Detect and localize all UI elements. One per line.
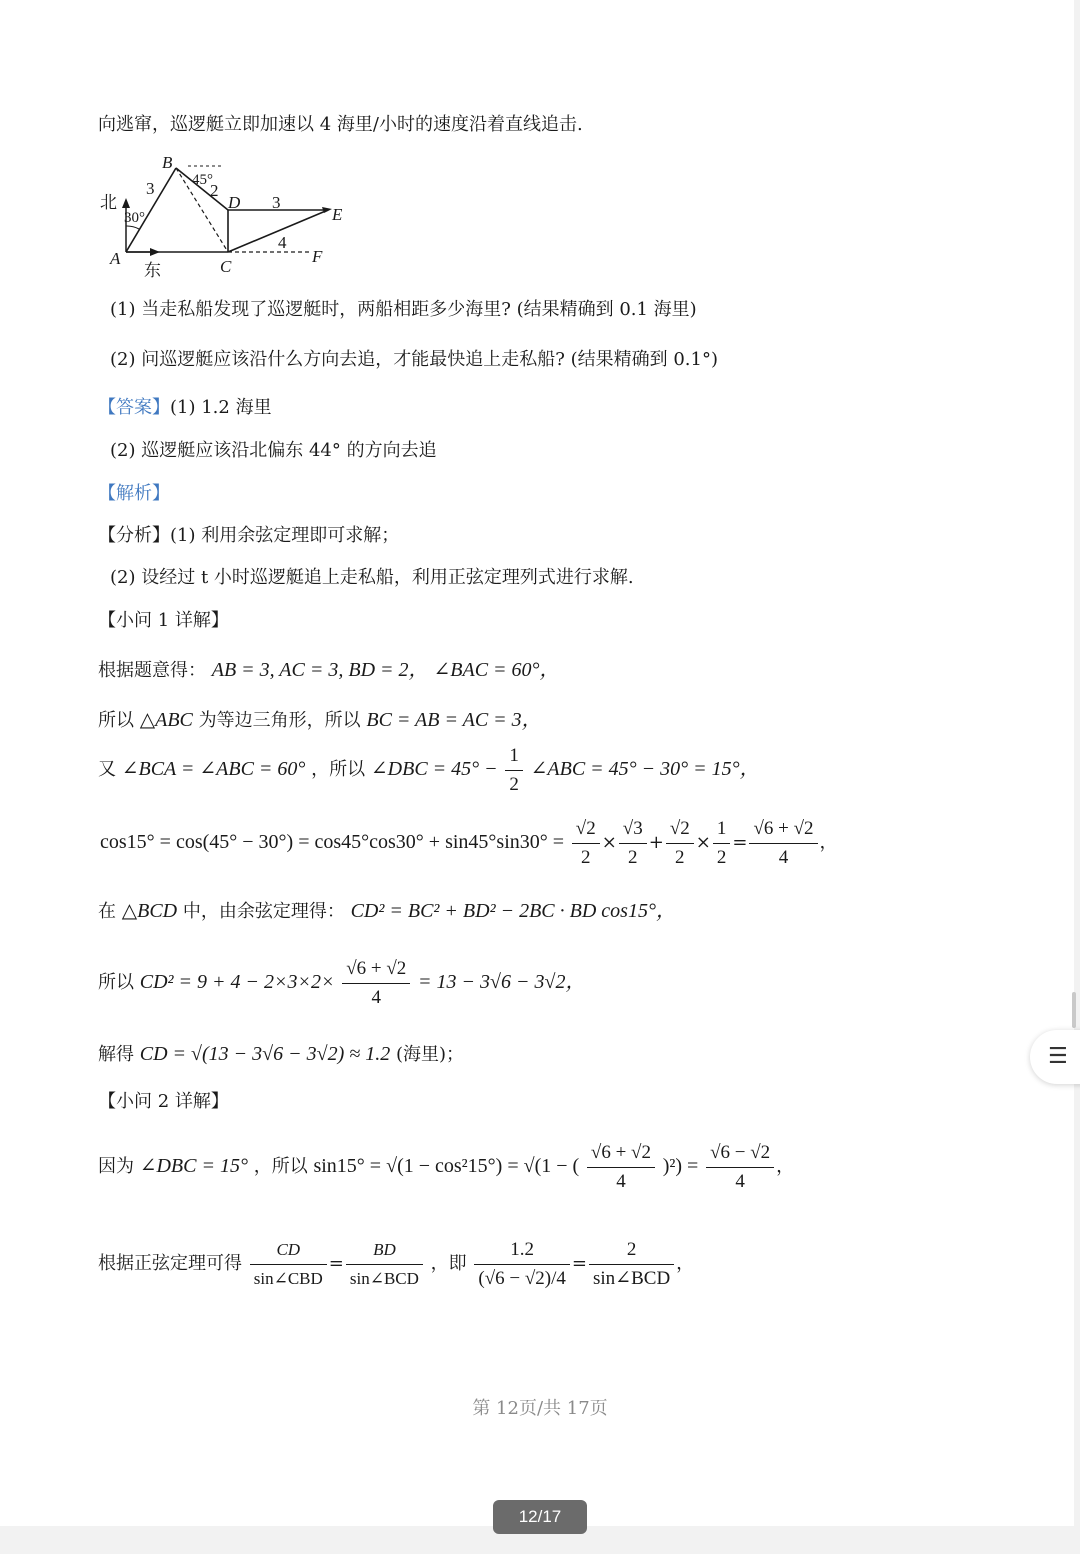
line6-text-a: 所以: [98, 972, 134, 993]
line3-math-1: ∠BCA = ∠ABC = 60°: [121, 758, 306, 780]
angle-a-label: 30°: [124, 210, 145, 226]
solution-line-6: [98, 952, 586, 1013]
answer-2: (2) 巡逻艇应该沿北偏东 44° 的方向去追: [110, 440, 437, 461]
north-label: 北: [100, 193, 117, 212]
point-e-label: E: [332, 205, 343, 224]
line9-equals: =: [328, 1253, 344, 1274]
point-f-label: F: [312, 247, 323, 266]
solution-line-4: cos15° = cos(45° − 30°) = cos45°cos30° + sin45°sin30° = $\frac{√2}{2}$ × $\frac{√3}{2}$ + $\frac{√2}{2}$ × $\frac{1}{2}$ = $\frac{√6 + √2}{4}$ ，: [100, 812, 838, 873]
line7-math: CD = √(13 − 3√6 − 3√2) ≈ 1.2: [139, 1043, 391, 1065]
fraction-numerator: √3: [619, 816, 647, 844]
line3-text-a: 又: [98, 759, 116, 780]
line4-fraction-3: [666, 816, 694, 871]
line6-fraction: [342, 956, 410, 1011]
length-ab-label: 3: [146, 179, 155, 198]
line9-text-a: 根据正弦定理可得: [98, 1253, 242, 1274]
answer-line-1: [98, 396, 272, 420]
fraction-numerator: 2: [589, 1237, 674, 1265]
fraction-denominator: 2: [580, 846, 591, 868]
line2-math-1: △ABC: [139, 709, 193, 731]
fraction-numerator: 1.2: [474, 1237, 570, 1265]
line8-text-a: 因为: [98, 1156, 134, 1177]
subquestion-1-title: 【小问 1 详解】: [98, 610, 229, 631]
subquestion-2-title: 【小问 2 详解】: [98, 1091, 229, 1112]
line3-text-b: ，所以: [311, 759, 366, 780]
analysis-1: 【分析】(1) 利用余弦定理即可求解；: [98, 525, 400, 546]
line9-fraction-1: [250, 1237, 327, 1292]
line3-math-2: ∠DBC = 45° −: [370, 758, 498, 780]
page-number-footer: 第 12页/共 17页: [472, 1398, 608, 1419]
line5-text-a: 在: [98, 901, 116, 922]
line6-math-1: CD² = 9 + 4 − 2×3×2×: [139, 971, 335, 993]
analysis-tag: 【解析】: [98, 483, 170, 504]
line4-fraction-4: [713, 816, 731, 871]
solution-line-1: [98, 658, 560, 683]
line8-math-1: ∠DBC = 15°: [139, 1155, 248, 1177]
fraction-denominator: sin∠CBD: [253, 1268, 323, 1288]
line6-math-2: = 13 − 3√6 − 3√2，: [418, 971, 586, 993]
line3-math-3: ∠ABC = 45° − 30° = 15°，: [530, 758, 760, 780]
fraction-denominator: 2: [509, 773, 519, 795]
fraction-numerator: 1: [505, 743, 523, 771]
line2-math-2: BC = AB = AC = 3，: [366, 709, 542, 731]
fraction-numerator: 1: [713, 816, 731, 844]
line8-fraction-2: [706, 1140, 774, 1195]
page-indicator[interactable]: 12/17: [493, 1500, 587, 1534]
answer-tag: 【答案】: [98, 397, 170, 418]
menu-icon: ☰: [1048, 1044, 1068, 1069]
line8-fraction-1: [587, 1140, 655, 1195]
point-a-label: A: [110, 249, 121, 268]
fraction-denominator: 2: [628, 846, 638, 868]
angle-b-label: 45°: [192, 172, 213, 188]
line8-math-2: sin15° = √(1 − cos²15°) = √(1 − (: [313, 1155, 580, 1177]
line2-text-b: 为等边三角形，所以: [198, 710, 361, 731]
line9-fraction-2: [346, 1237, 423, 1292]
line4-math: cos15° = cos(45° − 30°) = cos45°cos30° + sin45°sin30° =: [100, 831, 565, 853]
line2-text-a: 所以: [98, 710, 134, 731]
line8-math-3: )²) =: [662, 1155, 699, 1177]
fraction-denominator: 2: [716, 846, 727, 868]
length-bd-label: 2: [210, 181, 219, 200]
solution-line-8: [98, 1136, 794, 1197]
line9-fraction-4: [589, 1237, 674, 1292]
intro-text: 向逃窜，巡逻艇立即加速以 4 海里/小时的速度沿着直线追击.: [98, 114, 583, 135]
line9-fraction-3: [474, 1237, 570, 1292]
fraction-denominator: 2: [675, 846, 685, 868]
solution-line-7: [98, 1042, 464, 1067]
north-arrow-icon: [122, 198, 130, 208]
fraction-numerator: √2: [666, 816, 694, 844]
analysis-2: (2) 设经过 t 小时巡逻艇追上走私船，利用正弦定理列式进行求解.: [110, 567, 634, 588]
line4-fraction-2: [619, 816, 647, 871]
length-de-label: 3: [272, 193, 281, 212]
fraction-numerator: √6 + √2: [587, 1140, 655, 1168]
east-label: 东: [144, 261, 161, 280]
fraction-numerator: CD: [250, 1237, 327, 1265]
fraction-denominator: 4: [735, 1170, 745, 1192]
fraction-numerator: √6 + √2: [342, 956, 410, 984]
answer-1: (1) 1.2 海里: [170, 397, 272, 418]
question-1: (1) 当走私船发现了巡逻艇时，两船相距多少海里? (结果精确到 0.1 海里): [110, 299, 697, 320]
point-c-label: C: [220, 257, 232, 276]
line5-math-2: CD² = BC² + BD² − 2BC · BD cos15°，: [350, 900, 676, 922]
line5-math-1: △BCD: [121, 900, 178, 922]
line1-text: 根据题意得：: [98, 660, 206, 681]
line9-equals-2: =: [571, 1253, 587, 1274]
fraction-denominator: (√6 − √2)/4: [478, 1267, 566, 1289]
fraction-numerator: √6 − √2: [706, 1140, 774, 1168]
menu-button[interactable]: [1030, 1030, 1080, 1084]
fraction-denominator: 4: [371, 986, 382, 1008]
question-2: (2) 问巡逻艇应该沿什么方向去追，才能最快追上走私船? (结果精确到 0.1°): [110, 349, 718, 370]
solution-line-9: [98, 1232, 694, 1296]
scrollbar-thumb[interactable]: [1072, 992, 1076, 1028]
fraction-denominator: 4: [778, 846, 789, 868]
solution-line-2: [98, 708, 542, 733]
fraction-numerator: √6 + √2: [749, 816, 817, 844]
line4-fraction-1: [572, 816, 600, 871]
line9-end: ，: [676, 1253, 695, 1274]
length-ce-label: 4: [278, 233, 287, 252]
angle-a-arc: [126, 226, 139, 229]
fraction-numerator: √2: [572, 816, 600, 844]
line5-text-b: 中，由余弦定理得：: [182, 901, 345, 922]
geometry-figure: [98, 152, 358, 284]
solution-line-5: [98, 899, 676, 924]
line7-text-a: 解得: [98, 1044, 134, 1065]
fraction-denominator: sin∠BCD: [349, 1268, 419, 1288]
line4-fraction-5: [749, 816, 817, 871]
fraction-denominator: sin∠BCD: [593, 1267, 671, 1289]
fraction-numerator: BD: [346, 1237, 423, 1265]
point-b-label: B: [162, 153, 173, 172]
line8-text-b: ，所以: [253, 1156, 308, 1177]
line8-end: ，: [776, 1156, 795, 1177]
fraction-denominator: 4: [616, 1170, 626, 1192]
line1-math: AB = 3, AC = 3, BD = 2， ∠BAC = 60°，: [211, 659, 560, 681]
line9-text-b: ，即: [430, 1253, 467, 1274]
line7-text-b: (海里)；: [395, 1044, 465, 1065]
solution-line-3: [98, 742, 760, 798]
line3-fraction: [505, 743, 523, 798]
point-d-label: D: [228, 193, 241, 212]
